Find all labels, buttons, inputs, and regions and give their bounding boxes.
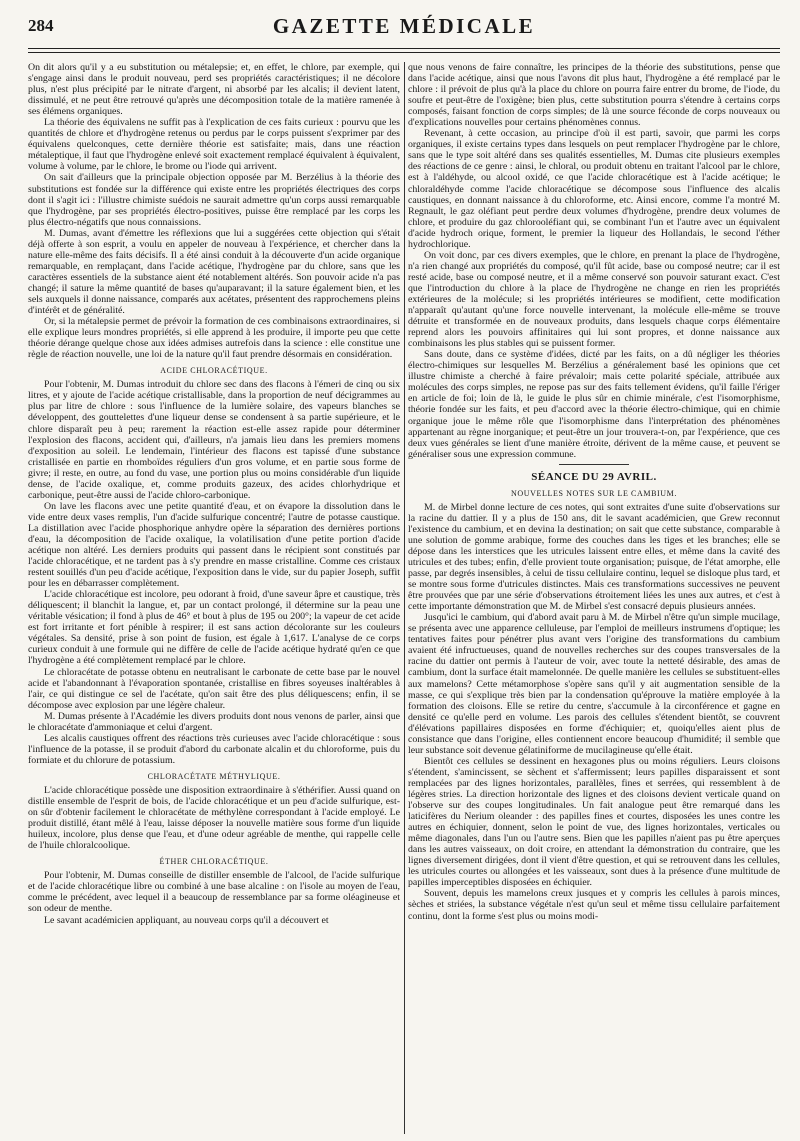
- seance-rule: [559, 464, 629, 465]
- paragraph: On lave les flacons avec une petite quantité d'eau, et on évapore la dissolution dans le vide entre deux vases remplis, l'un d'acide sulfurique concentré; l'autre de potasse caustique. La distillation avec l'acide phosphorique anhydre opère la séparation des dernières portions d'eau, la décomposition de l'acide oxalique, la volatilisation d'une petite portion d'acide acétique non altéré. Les derniers produits qui passent dans le récipient sont constitués par l'acide chloracétique, et ne tardent pas à s'y prendre en masse cristalline. Comme ces cristaux restent souillés d'un peu d'acide acétique, l'exposition dans le vide, sur du papier Joseph, suffit pour les en débarrasser complètement.: [28, 500, 400, 590]
- paragraph: que nous venons de faire connaître, les principes de la théorie des substitutions, pense que dans l'acide acétique, ainsi que nous l'avons dit plus haut, l'hydrogène a été remplacé par le chlore : il prévoit de plus qu'à la place du chlore on pourra faire entrer du brome, de l'iode, du soufre et peut-être de l'oxigène; bien plus, cette substitution pourra s'étendre à certains corps composés, faisant fonction de corps simples; de là une source féconde de corps nouveaux ou d'explications nouvelles pour certains phénomènes connus.: [408, 62, 780, 129]
- paragraph: On dit alors qu'il y a eu substitution ou métalepsie; et, en effet, le chlore, par exemple, qui s'engage ainsi dans le produit nouveau, perd ses propriétés caractéristiques; il ne décolore plus, n'est plus précipité par le nitrate d'argent, ni absorbé par les alcalis; il devient latent, dissimulé, et ne peut être retrouvé qu'après une décomposition totale de la matière ramenée à ses élémens organiques.: [28, 62, 400, 118]
- paragraph: Or, si la métalepsie permet de prévoir la formation de ces combinaisons extraordinaires, si elle explique leurs mondres propriétés, si elle apprend à les produire, il importe peu que cette théorie dérange quelque chose aux idées admises autrefois dans la science : elle constitue une règle de réaction nouvelle, une loi de la nature qu'il faut prendre désormais en considération.: [28, 316, 400, 361]
- paragraph: Le chloracétate de potasse obtenu en neutralisant le carbonate de cette base par le nouvel acide et l'abandonnant à l'évaporation spontanée, cristallise en fibres soyeuses inaltérables à l'air, ce qui distingue ce sel de l'acétate, qu'on sait être des plus déliquescens; enfin, il se décompose avec explosion par une légère chaleur.: [28, 666, 400, 711]
- paragraph: Pour l'obtenir, M. Dumas introduit du chlore sec dans des flacons à l'émeri de cinq ou six litres, et y ajoute de l'acide acétique cristallisable, dans la proportion de neuf décigrammes au plus par litre de chlore : sous l'influence de la lumière solaire, des vapeurs blanches se développent, des gouttelettes d'une liqueur dense se condensent à sa partie supérieure, et le chlore disparaît peu à peu; rarement la réaction est-elle assez rapide pour déterminer l'explosion des flacons, accident qui, d'ailleurs, n'a jamais lieu dans les premiers momens d'exposition au soleil. Le lendemain, l'intérieur des flacons est tapissé d'une substance cristallisée en partie en rhomboïdes réguliers d'un gros volume, et en partie sous forme de givre; il reste, en outre, au fond du vase, une portion plus ou moins considérable d'un liquide dense, de l'acide oxalique, et, comme produits gazeux, des acides chlorhydrique et carbonique, peut-être aussi de l'acide chloro-carbonique.: [28, 379, 400, 501]
- paragraph: M. de Mirbel donne lecture de ces notes, qui sont extraites d'une suite d'observations sur la racine du dattier. Il y a plus de 150 ans, dit le savant académicien, que Grew reconnut l'existence du cambium, et en devina la destination; on sait que cette substance, comparable à une solution de gomme arabique, forme des couches dans les tiges et les branches; elle se dépose dans les interstices que les utricules laissent entre elles, et même dans la cavité des utricules et des tubes; enfin, d'elle provient toute organisation; puisque, de l'état amorphe, elle passe, par degrés insensibles, à celui de tissu cellulaire continu, lequel se disloque plus tard, et se montre sous forme d'utricules distinctes. Mais ces transformations successives ne peuvent être prouvées que par une série d'observations étroitement liées les unes aux autres, et c'est à cette importante démonstration que M. de Mirbel s'est consacré depuis plusieurs années.: [408, 501, 780, 613]
- paragraph: Jusqu'ici le cambium, qui d'abord avait paru à M. de Mirbel n'être qu'un simple mucilage, se présenta avec une apparence celluleuse, par l'emploi de meilleurs instrumens d'optique; les tentatives faites pour pénétrer plus avant vers l'origine des transformations du cambium avaient été infructueuses, quand de nouvelles recherches sur des coupes transversales de la racine du dattier ont permis à l'auteur de voir, avec toute la netteté désirable, des amas de cambium, dont la surface était mamelonnée. De quelle manière les cellules se substituent-elles aux mamelons? Cette métamorphose s'opère sans qu'il y ait augmentation sensible de la masse, ce qui s'explique très bien par la condensation qu'éprouve la matière employée à la formation des cloisons. Elle se retire du centre, s'accumule à la circonférence et gagne en densité ce qu'elle perd en volume. Les parois des cellules s'étendent bientôt, se couvrent d'élévations papillaires disposées en forme d'échiquier; et, quoiqu'elles aient plus de consistance que dans l'origine, elles contiennent encore beaucoup d'humidité; il semble que leur substance soit devenue gélatiniforme de mucilagineuse qu'elle était.: [408, 612, 780, 756]
- paragraph: Bientôt ces cellules se dessinent en hexagones plus ou moins réguliers. Leurs cloisons s'étendent, s'amincissent, se sèchent et s'affermissent; leurs papilles disparaissent et sont remplacées par des lignes horizontales, parallèles, fines et serrées, qui ressemblent à de légères stries. La direction horizontale des lignes et des cloisons devient verticale quand on l'observe sur des coupes longitudinales. Un fait analogue peut être remarqué dans les laticifères du Nerium oleander : des papilles fines et courtes, disposées les unes contre les autres en échiquier, donnent, selon le point de vue, des lignes horizontales, verticales ou même diagonales, dans l'un ou l'autre sens. Bien que les papilles n'aient pas pu être aperçues dans les autres vaisseaux, on doit croire, en attendant la démonstration du contraire, que les lignes diversement dirigées, dont il vient d'être question, et qui se retrouvent dans les cellules, les utricules courtes ou allongées et les vaisseaux, sont dues à la présence d'une multitude de papilles imperceptibles disposées en échiquier.: [408, 755, 780, 889]
- header-rule-top: [28, 48, 780, 49]
- section-subheading: NOUVELLES NOTES SUR LE CAMBIUM.: [511, 488, 677, 498]
- seance-heading: SÉANCE DU 29 AVRIL.: [531, 470, 657, 483]
- page-title: GAZETTE MÉDICALE: [272, 14, 536, 38]
- page-number: 284: [28, 16, 54, 35]
- header-rule-bottom: [28, 52, 780, 53]
- paragraph: Le savant académicien appliquant, au nouveau corps qu'il a découvert et: [44, 914, 329, 926]
- section-subheading: ÉTHER CHLORACÉTIQUE.: [159, 857, 269, 867]
- paragraph: M. Dumas, avant d'émettre les réflexions que lui a suggérées cette objection qui s'était déjà offerte à son esprit, a voulu en appeler de nouveau à l'expérience, et chercher dans la nature elle-même des faits décisifs. Il a été ainsi conduit à la découverte d'un acide organique remarquable, en remplaçant, dans l'acide acétique, l'hydrogène par du chlore, sans que les caractères essentiels de la substance aient été notablement altérés. Son pouvoir acide n'a pas changé; il sature la même quantité de bases qu'auparavant; il la sature également bien, et les sels auxquels il donne naissance, comparés aux acétates, présentent des rapprochemens pleins d'intérêt et de généralité.: [28, 227, 400, 317]
- paragraph: M. Dumas présente à l'Académie les divers produits dont nous venons de parler, ainsi que le chloracétate d'ammoniaque et celui d'argent.: [28, 710, 400, 733]
- column-divider: [404, 62, 405, 1134]
- paragraph: La théorie des équivalens ne suffit pas à l'explication de ces faits curieux : pourvu que les quantités de chlore et d'hydrogène retenus ou perdus par le corps puissent s'exprimer par des équivalens quelconques, cette dernière théorie est satisfaite; mais, dans une réaction métaleptique, il faut que l'hydrogène enlevé soit exactement remplacé équivalent à équivalent, volume à volume, par le chlore, le brome ou l'iode qui arrivent.: [28, 117, 400, 173]
- paragraph: Pour l'obtenir, M. Dumas conseille de distiller ensemble de l'alcool, de l'acide sulfurique et de l'acide chloracétique libre ou combiné à une base alcaline : on l'isole au moyen de l'eau, comme le précédent, avec lequel il a beaucoup de ressemblance par sa forme oléagineuse et son odeur de menthe.: [28, 870, 400, 915]
- paragraph: Sans doute, dans ce système d'idées, dicté par les faits, on a dû négliger les théories électro-chimiques sur lesquelles M. Berzélius a généralement basé les opinions que cet illustre chimiste a cherché à faire prévaloir; mais cette polarité spéciale, attribuée aux molécules des corps simples, ne repose pas sur des faits tellement évidens, qu'il faille l'ériger en article de foi; loin de là, le guide le plus sûr en chimie minérale, c'est l'isomorphisme, théorie fondée sur les faits, et peu d'accord avec la théorie électro-chimique, qui en chimie organique joue le même rôle que l'isomorphisme dans l'interprétation des phénomènes appartenant au règne inorganique; et peut-être un jour trouvera-t-on, par l'expérience, que ces deux vues générales se lient d'une manière étroite, dérivent de la même cause, et peuvent se généraliser sous une expression commune.: [408, 349, 780, 460]
- paragraph: Souvent, depuis les mamelons creux jusques et y compris les cellules à parois minces, sèches et striées, la substance végétale n'est qu'un seul et même tissu cellulaire parfaitement continu, dont la forme s'est plus ou moins modi-: [408, 888, 780, 922]
- section-subheading: CHLORACÉTATE MÉTHYLIQUE.: [147, 771, 281, 781]
- paragraph: On voit donc, par ces divers exemples, que le chlore, en prenant la place de l'hydrogène, n'a rien changé aux propriétés du composé, qu'il fût acide, base ou composé neutre; car il est resté acide, base ou composé neutre, et il a même conservé son pouvoir saturant exact. C'est que l'introduction du chlore à la place de l'hydrogène ne change en rien les propriétés extérieures de la molécule; si les propriétés intérieures se modifient, cette modification n'apparaît qu'autant qu'une force nouvelle intervenant, la molécule elle-même se trouve détruite et transformée en de nouveaux produits, dans lesquels chaque corps élémentaire reprend alors les pouvoirs affinitaires qui lui sont propres, et donne naissance aux combinaisons les plus stables qui se puissent former.: [408, 249, 780, 350]
- right-column: [408, 62, 780, 1134]
- paragraph: L'acide chloracétique possède une disposition extraordinaire à s'éthérifier. Aussi quand on distille ensemble de l'esprit de bois, de l'acide chloracétique et un peu d'acide sulfurique, est-on sûr d'obtenir facilement le chloracétate de méthylène correspondant à l'acide employé. Le produit distillé, étant mêlé à l'eau, laisse déposer la nouvelle matière sous forme d'un liquide huileux, incolore, plus dense que l'eau, et d'une odeur agréable de menthe, qui rappelle celle de l'huile chloralcoolique.: [28, 785, 400, 852]
- paragraph: L'acide chloracétique est incolore, peu odorant à froid, d'une saveur âpre et caustique, très déliquescent; il blanchit la langue, et, par un contact prolongé, il détermine sur la peau une véritable vésication; il fond à plus de 46° et bout à plus de 195 ou 200°; la vapeur de cet acide est fort irritante et fort pénible à respirer; il est sans action décolorante sur les couleurs végétales. Sa densité, prise à son point de fusion, est égale à 1,617. L'analyse de ce corps curieux conduit à une formule qui ne diffère de celle de l'acide acétique hydraté qu'en ce que l'hydrogène a été complètement remplacé par le chlore.: [28, 589, 400, 667]
- section-subheading: ACIDE CHLORACÉTIQUE.: [160, 366, 268, 376]
- text-columns: [28, 62, 780, 1134]
- paragraph: Les alcalis caustiques offrent des réactions très curieuses avec l'acide chloracétique : sous l'influence de la potasse, il se produit d'abord du carbonate alcalin et du chloroforme, puis du formiate et du chlorure de potassium.: [28, 732, 400, 766]
- left-column: [28, 62, 400, 1134]
- paragraph: On sait d'ailleurs que la principale objection opposée par M. Berzélius à la théorie des substitutions est fondée sur la différence qui existe entre les propriétés électriques des corps dont il s'agit ici : l'illustre chimiste suédois ne saurait admettre qu'un corps aussi remarquable que l'hydrogène, par ses propriétés électro-positives, puisse être remplacé par les corps les plus électro-négatifs que nous connaissions.: [28, 172, 400, 228]
- paragraph: Revenant, à cette occasion, au principe d'où il est parti, savoir, que parmi les corps organiques, il existe certains types dans lesquels on peut remplacer l'hydrogène par le chlore, sans que le type soit altéré dans ses qualités essentielles, M. Dumas cite plusieurs exemples des réactions de ce genre : ainsi, le chloral, ou produit obtenu en traitant l'alcool par le chlore, est à l'aldéhyde, ou alcool oxidé, ce que l'acide chloracétique est à l'acide acétique; le chloraldéhyde comme l'acide chloracétique se décompose sous l'influence des alcalis caustiques, en donnant naissance à du chloroforme, etc. Ainsi encore, comme l'a montré M. Regnault, le gaz oléfiant peut perdre deux volumes d'hydrogène, prendre deux volumes de chlore, et produire du gaz chlorooléfiant qui, se combinant l'un et l'autre avec un équivalent d'acide hydroch orique, forment, le premier la liqueur des Hollandais, le second l'éther hydrochlorique.: [408, 128, 780, 250]
- page-header: [28, 10, 780, 40]
